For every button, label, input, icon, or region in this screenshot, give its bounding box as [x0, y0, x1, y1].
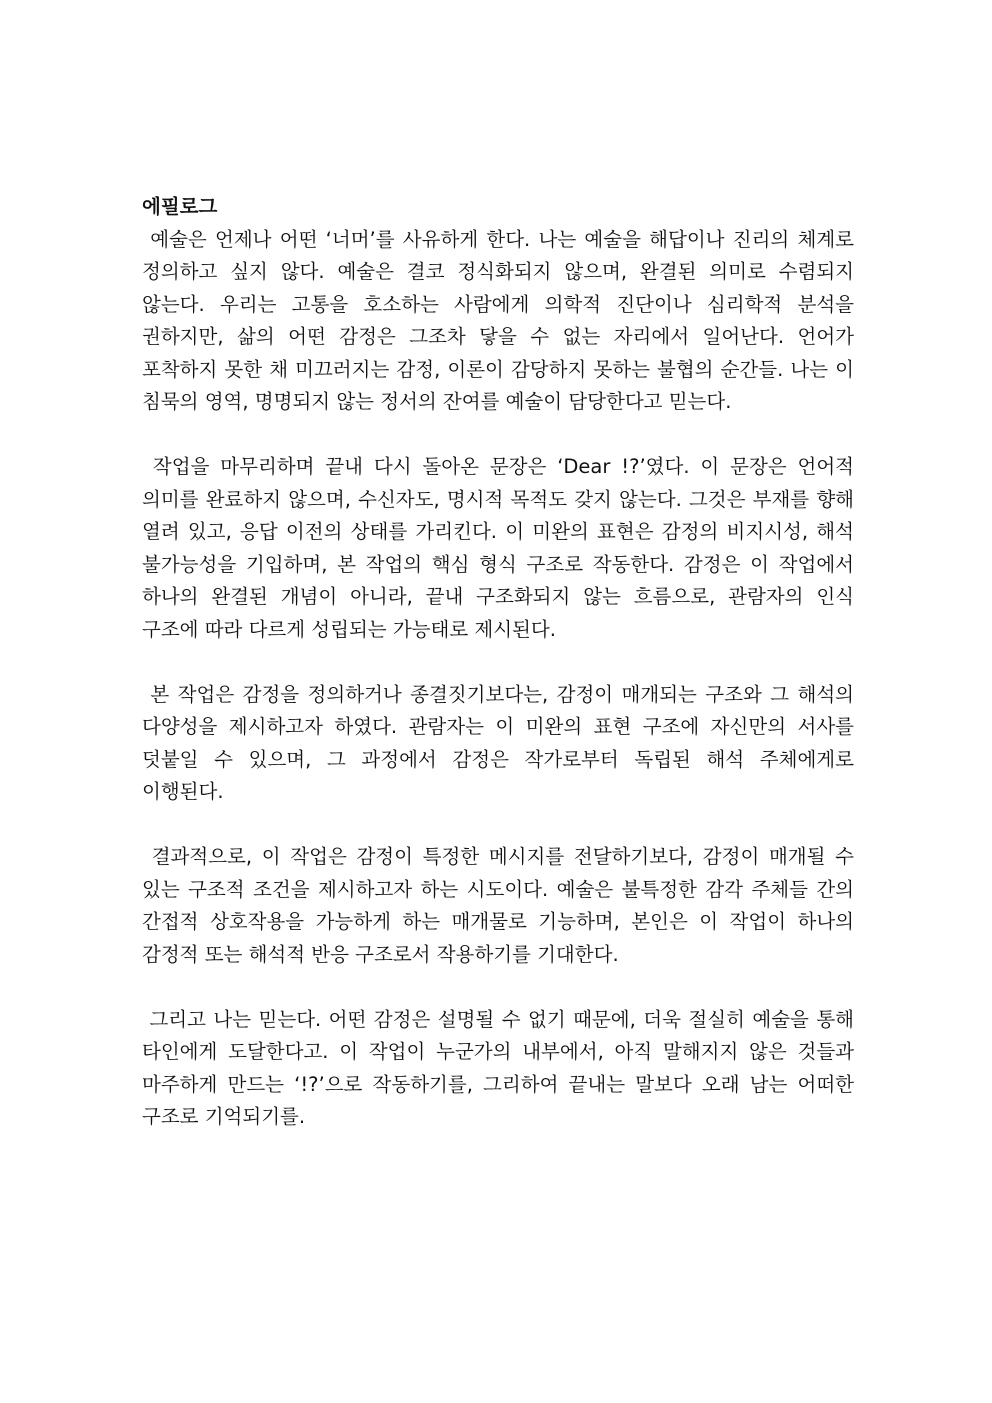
paragraph-4: 결과적으로, 이 작업은 감정이 특정한 메시지를 전달하기보다, 감정이 매개될 수 있는 구조적 조건을 제시하고자 하는 시도이다. 예술은 불특정한 감각 주체들 간의 간접적 상호작용을 가능하게 하는 매개물로 기능하며, 본인은 이 작업이 하나의 감정적 또는 해석적 반응 구조로서 작용하기를 기대한다.: [142, 845, 861, 966]
page-title: 에필로그: [142, 195, 218, 218]
paragraph-2: 작업을 마무리하며 끝내 다시 돌아온 문장은 ‘Dear !?’였다. 이 문장은 언어적 의미를 완료하지 않으며, 수신자도, 명시적 목적도 갖지 않는다. 그것은 부재를 향해 열려 있고, 응답 이전의 상태를 가리킨다. 이 미완의 표현은 감정의 비지시성, 해석 불가능성을 기입하며, 본 작업의 핵심 형식 구조로 작동한다. 감정은 이 작업에서 하나의 완결된 개념이 아니라, 끝내 구조화되지 않는 흐름으로, 관람자의 인식 구조에 따라 다르게 성립되는 가능태로 제시된다.: [142, 455, 861, 641]
document-body: [142, 191, 861, 1134]
paragraph-3: 본 작업은 감정을 정의하거나 종결짓기보다는, 감정이 매개되는 구조와 그 해석의 다양성을 제시하고자 하였다. 관람자는 이 미완의 표현 구조에 자신만의 서사를 덧붙일 수 있으며, 그 과정에서 감정은 작가로부터 독립된 해석 주체에게로 이행된다.: [142, 682, 861, 803]
paragraph-5: 그리고 나는 믿는다. 어떤 감정은 설명될 수 없기 때문에, 더욱 절실히 예술을 통해 타인에게 도달한다고. 이 작업이 누군가의 내부에서, 아직 말해지지 않은 것들과 마주하게 만드는 ‘!?’으로 작동하기를, 그리하여 끝내는 말보다 오래 남는 어떠한 구조로 기억되기를.: [142, 1007, 861, 1128]
paragraph-1: 예술은 언제나 어떤 ‘너머’를 사유하게 한다. 나는 예술을 해답이나 진리의 체계로 정의하고 싶지 않다. 예술은 결코 정식화되지 않으며, 완결된 의미로 수렴되지 않는다. 우리는 고통을 호소하는 사람에게 의학적 진단이나 심리학적 분석을 권하지만, 삶의 어떤 감정은 그조차 닿을 수 없는 자리에서 일어난다. 언어가 포착하지 못한 채 미끄러지는 감정, 이론이 감당하지 못하는 불협의 순간들. 나는 이 침묵의 영역, 명명되지 않는 정서의 잔여를 예술이 담당한다고 믿는다.: [142, 227, 861, 413]
